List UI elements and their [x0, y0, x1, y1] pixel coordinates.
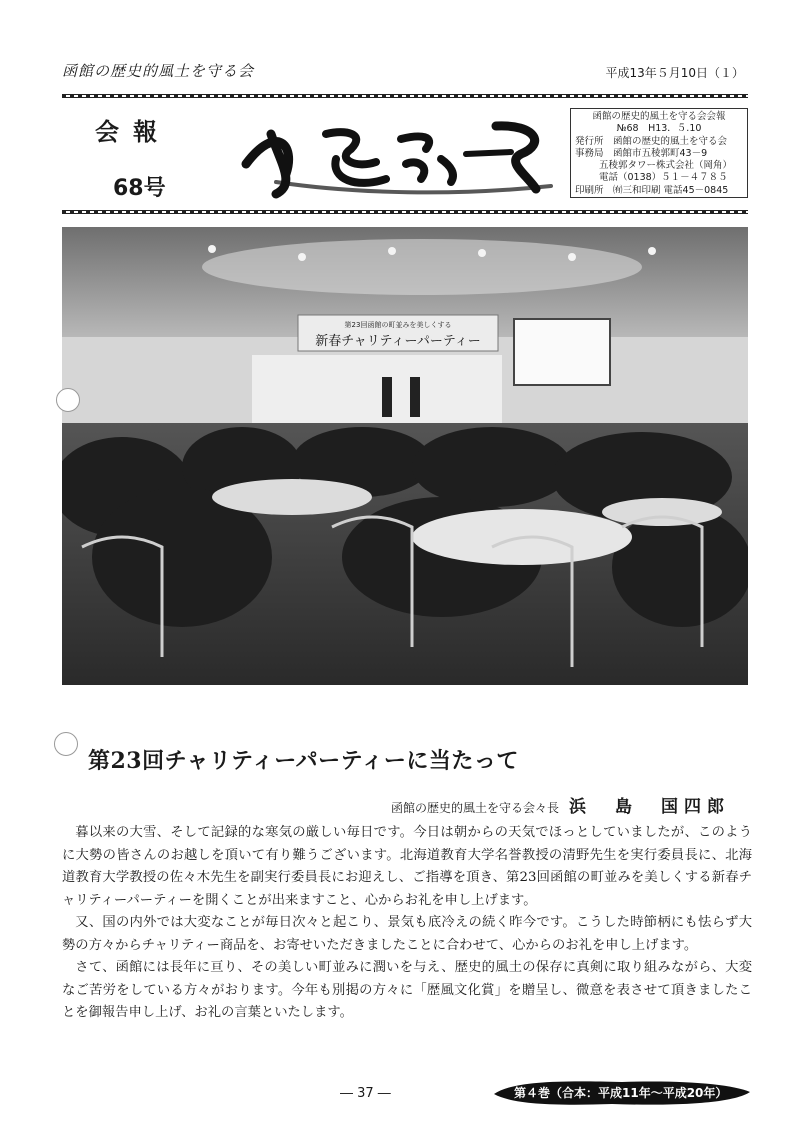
- info-line-2: №68 H13．５.10: [616, 123, 702, 135]
- volume-label: 第４巻（合本：平成11年～平成20年）: [514, 1086, 728, 1100]
- paragraph-3: さて、函館には長年に亘り、その美しい町並みに潤いを与え、歴史的風土の保存に真剣に取り組みながら、大変なご苦労をしている方々がおります。今年も別掲の方々に「歴風文化賞」を贈呈し、微意を表させて頂きましたことを御報告申し上げ、お礼の言葉といたします。: [62, 960, 752, 1020]
- info-line-7: 印刷所 ㈲三和印刷 電話45－0845: [575, 184, 729, 196]
- issue-number: 68号: [113, 176, 166, 201]
- header-script-title: 函館の歴史的風土を守る会: [62, 62, 255, 80]
- punch-hole-top: [56, 388, 80, 412]
- top-divider: [62, 94, 748, 98]
- info-line-3: 発行所 函館の歴史的風土を守る会: [575, 135, 728, 147]
- paragraph-1: 暮以来の大雪、そして記録的な寒気の厳しい毎日です。今日は朝からの天気でほっとしていましたが、このように大勢の皆さんのお越しを頂いて有り難うございます。北海道教育大学名誉教授の清野先生を実行委員長に、北海道教育大学教授の佐々木先生を副実行委員長にお迎えし、ご指導を頂き、第23回函館の町並みを美しくする新春チャリティーパーティーを開くことが出来ますこと、心からお礼を申し上げます。: [62, 825, 752, 908]
- byline-role: 函館の歴史的風土を守る会々長: [390, 801, 559, 815]
- article-title: 第23回チャリティーパーティーに当たって: [88, 748, 519, 774]
- info-line-4: 事務局 函館市五稜郭町43－9: [575, 147, 708, 159]
- masthead-divider: [62, 210, 748, 214]
- issue-date: 平成13年５月10日（１）: [605, 66, 744, 80]
- photo-banner-large: 新春チャリティーパーティー: [315, 334, 481, 349]
- article-byline: [391, 792, 730, 817]
- info-line-6: 電話（0138）５１－４７８５: [599, 172, 728, 184]
- yakifuu-logo: [236, 104, 556, 200]
- paragraph-2: 又、国の内外では大変なことが毎日次々と起こり、景気も底冷えの続く昨今です。こうした時節柄にも怯らず大勢の方々からチャリティー商品を、お寄せいただきましたことに合わせて、心からのお礼を申し上げます。: [62, 915, 752, 953]
- publication-info-box: [570, 108, 748, 198]
- masthead-left: [95, 112, 215, 202]
- photo-banner-small: 第23回函館の町並みを美しくする: [344, 321, 452, 329]
- page-number: ― 37 ―: [340, 1086, 391, 1101]
- info-line-1: 函館の歴史的風土を守る会会報: [592, 111, 726, 122]
- byline-name: 浜 島 国四郎: [569, 797, 730, 817]
- article-body: [62, 822, 752, 1025]
- kaiho-label: 会報: [95, 118, 171, 146]
- party-photo: [62, 227, 748, 685]
- info-line-5: 五稜郭タワー株式会社（岡角）: [599, 160, 733, 172]
- punch-hole-bottom: [54, 732, 78, 756]
